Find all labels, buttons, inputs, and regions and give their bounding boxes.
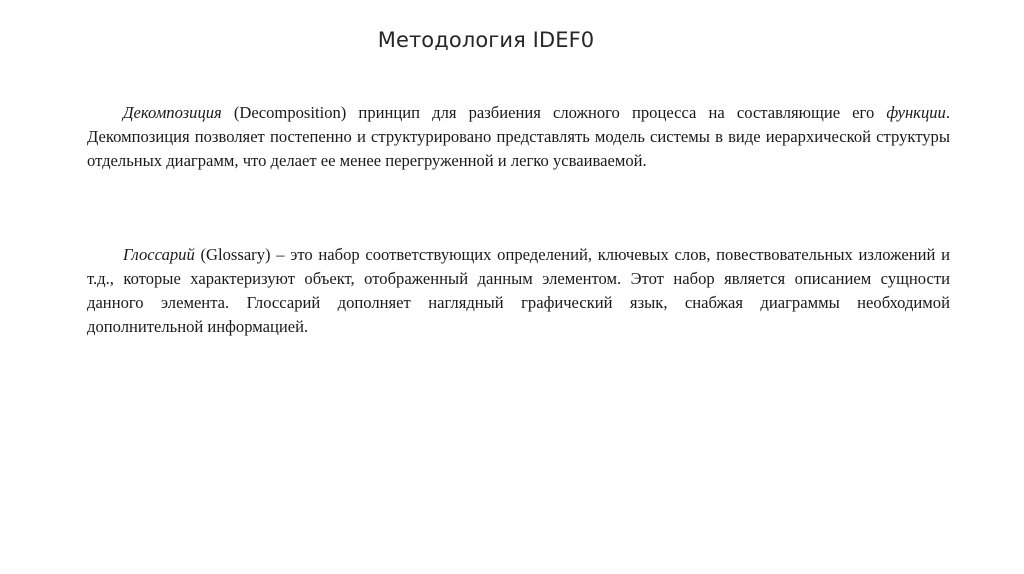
paragraph-decomposition xyxy=(87,101,950,173)
paragraph-glossary xyxy=(87,243,950,339)
term-decomposition: Декомпозиция xyxy=(123,103,222,122)
slide-title: Методология IDEF0 xyxy=(377,28,595,52)
paragraph-text: (Glossary) – это набор соответствующих определений, ключевых слов, повествовательных изложений и т.д., которые характеризуют объект, отображенный данным элементом. Этот набор является описанием сущности данного элемента. Глоссарий дополняет наглядный графический язык, снабжая диаграммы необходимой дополнительной информацией. xyxy=(87,245,950,336)
term-glossary: Глоссарий xyxy=(123,245,195,264)
term-functions: функции xyxy=(886,103,946,122)
paragraph-text: . Декомпозиция позволяет постепенно и структурировано представлять модель системы в виде иерархической структуры отдельных диаграмм, что делает ее менее перегруженной и легко усваиваемой. xyxy=(87,103,950,170)
paragraph-text: (Decomposition) принцип для разбиения сложного процесса на составляющие его xyxy=(221,103,887,122)
